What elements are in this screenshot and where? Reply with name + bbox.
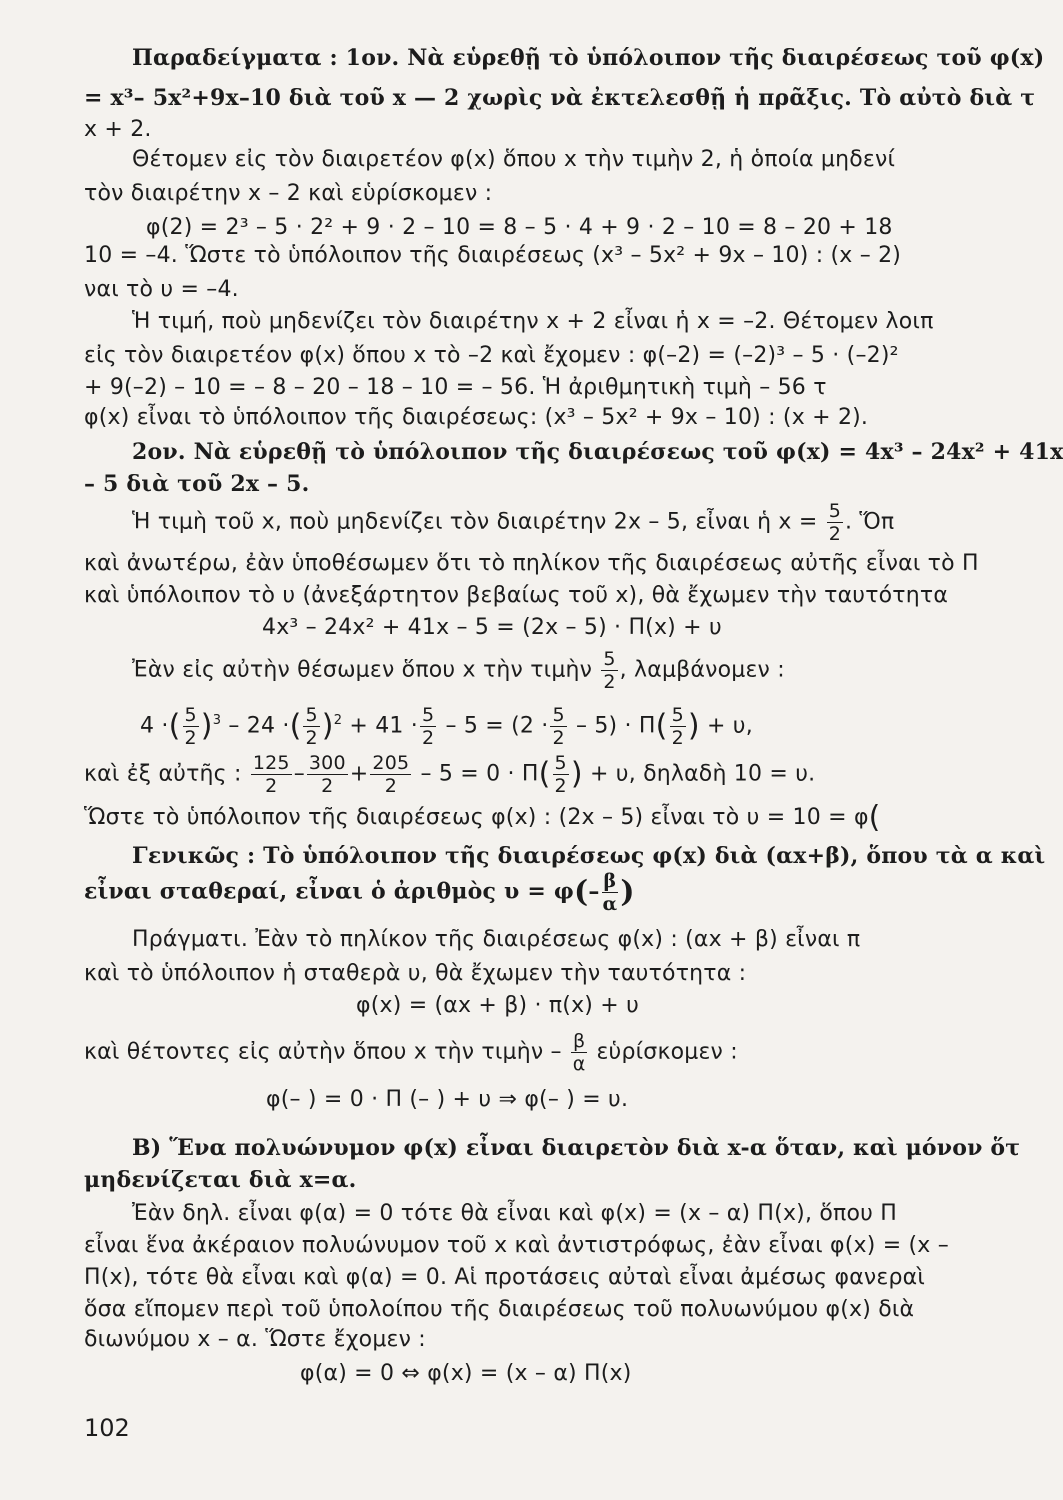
denominator: 2 xyxy=(265,775,278,797)
fraction xyxy=(183,704,199,749)
numerator: 205 xyxy=(372,752,410,774)
example2-line1-end: . Ὅπ xyxy=(844,509,895,535)
example1-line2: = x³– 5x²+9x–10 διὰ τοῦ x — 2 χωρὶς νὰ ἐκτελεσθῇ ἡ πρᾶξις. Τὸ αὐτὸ διὰ τ xyxy=(84,85,1036,111)
fraction xyxy=(370,752,411,797)
denominator: 2 xyxy=(184,727,197,749)
fraction xyxy=(602,870,619,915)
fraction xyxy=(571,1030,587,1075)
general-heading-line2: εἶναι σταθεραί, εἶναι ὁ ἀριθμὸς υ = φ(– $\frac{\beta}{\alpha}$ ) xyxy=(84,870,635,915)
denominator: 2 xyxy=(321,775,334,797)
general-heading: Γενικῶς : Τὸ ὑπόλοιπον τῆς διαιρέσεως φ(x) διὰ (αx+β), ὅπου τὰ α καὶ xyxy=(132,843,1046,869)
denominator: 2 xyxy=(384,775,397,797)
part-b-line5: διωνύμου x – α. Ὥστε ἔχομεν : xyxy=(84,1327,426,1352)
denominator: 2 xyxy=(305,727,318,749)
example2-line5 xyxy=(132,648,785,693)
page-number: 102 xyxy=(84,1414,130,1442)
eq-part: + υ, δηλαδὴ 10 = υ. xyxy=(589,761,816,787)
example1-line7: 10 = –4. Ὥστε τὸ ὑπόλοιπον τῆς διαιρέσεως (x³ – 5x² + 9x – 10) : (x – 2) xyxy=(84,243,902,268)
example2-line2: καὶ ἀνωτέρω, ἐὰν ὑποθέσωμεν ὅτι τὸ πηλίκον τῆς διαιρέσεως αὐτῆς εἶναι τὸ Π xyxy=(84,551,979,576)
general-line1: Πράγματι. Ἐὰν τὸ πηλίκον τῆς διαιρέσεως φ(x) : (αx + β) εἶναι π xyxy=(132,927,861,952)
example1-line9: Ἡ τιμή, ποὺ μηδενίζει τὸν διαιρέτην x + 2 εἶναι ἡ x = –2. Θέτομεν λοιπ xyxy=(132,309,934,334)
example2-heading: 2ον. Νὰ εὑρεθῇ τὸ ὑπόλοιπον τῆς διαιρέσεως τοῦ φ(x) = 4x³ – 24x² + 41x xyxy=(132,439,1063,465)
numerator: 5 xyxy=(305,704,318,726)
eq-part: 4 · xyxy=(140,713,169,739)
part-b-heading-line2: μηδενίζεται διὰ x=α. xyxy=(84,1167,357,1193)
part-b-line3: Π(x), τότε θὰ εἶναι καὶ φ(α) = 0. Αἱ προτάσεις αὐταὶ εἶναι ἀμέσως φανεραὶ xyxy=(84,1265,925,1290)
general-line4 xyxy=(84,1030,738,1075)
eq-part: Ὥστε τὸ ὑπόλοιπον τῆς διαιρέσεως φ(x) : (2x – 5) εἶναι τὸ υ = 10 = φ xyxy=(84,805,869,830)
eq-part: – 24 · xyxy=(228,713,290,739)
denominator: 2 xyxy=(671,727,684,749)
numerator: 5 xyxy=(828,500,841,522)
part-b-heading: Β) Ἕνα πολυώνυμον φ(x) εἶναι διαιρετὸν διὰ x-α ὅταν, καὶ μόνον ὅτ xyxy=(132,1135,1021,1161)
fraction xyxy=(307,752,348,797)
numerator: 5 xyxy=(552,704,565,726)
eq-part: – 5 = (2 · xyxy=(445,713,549,739)
eq-part: – 5) · Π xyxy=(575,713,656,739)
denominator: 2 xyxy=(554,775,567,797)
general-result: φ(– ) = 0 · Π (– ) + υ ⇒ φ(– ) = υ. xyxy=(266,1087,629,1112)
numerator: 5 xyxy=(184,704,197,726)
example2-identity: 4x³ – 24x² + 41x – 5 = (2x – 5) · Π(x) + υ xyxy=(262,615,722,640)
part-b-line4: ὅσα εἴπομεν περὶ τοῦ ὑπολοίπου τῆς διαιρέσεως τοῦ πολυωνύμου φ(x) διὰ xyxy=(84,1297,915,1322)
fraction xyxy=(553,752,569,797)
example1-line6: φ(2) = 2³ – 5 · 2² + 9 · 2 – 10 = 8 – 5 · 4 + 9 · 2 – 10 = 8 – 20 + 18 xyxy=(146,215,893,240)
part-b-line2: εἶναι ἕνα ἀκέραιον πολυώνυμον τοῦ x καὶ ἀντιστρόφως, ἐὰν εἶναι φ(x) = (x – xyxy=(84,1233,949,1258)
part-b-final-equivalence: φ(α) = 0 ⇔ φ(x) = (x – α) Π(x) xyxy=(300,1361,632,1386)
denominator: α xyxy=(602,893,618,915)
general-identity: φ(x) = (αx + β) · π(x) + υ xyxy=(356,993,640,1018)
fraction xyxy=(670,704,686,749)
example2-result-line: καὶ ἐξ αὐτῆς : $\frac{125}{2}$ – $\frac{300}{2}$ + $\frac{205}{2}$ – 5 = 0 · Π( $\frac{5}{2}$ ) + υ, δηλαδὴ 10 = υ. xyxy=(84,752,816,797)
denominator: 2 xyxy=(603,671,616,693)
numerator: 5 xyxy=(671,704,684,726)
example2-line1 xyxy=(132,500,894,545)
example1-line5: τὸν διαιρέτην x – 2 καὶ εὑρίσκομεν : xyxy=(84,181,493,206)
fraction xyxy=(827,500,843,545)
denominator: 2 xyxy=(421,727,435,749)
example2-conclusion: Ὥστε τὸ ὑπόλοιπον τῆς διαιρέσεως φ(x) : (2x – 5) εἶναι τὸ υ = 10 = φ( xyxy=(84,800,881,835)
numerator: 300 xyxy=(308,752,346,774)
numerator: 5 xyxy=(421,704,435,726)
eq-part: + 41 · xyxy=(349,713,418,739)
example2-line5-text: Ἐὰν εἰς αὐτὴν θέσωμεν ὅπου x τὴν τιμὴν xyxy=(132,657,593,683)
example2-heading-line2: – 5 διὰ τοῦ 2x – 5. xyxy=(84,471,310,497)
eq-part: – 5 = 0 · Π xyxy=(420,761,539,787)
denominator: 2 xyxy=(552,727,565,749)
example1-line8: ναι τὸ υ = –4. xyxy=(84,277,239,302)
example1-line4: Θέτομεν εἰς τὸν διαιρετέον φ(x) ὅπου x τὴν τιμὴν 2, ἡ ὁποία μηδενί xyxy=(132,147,896,172)
example2-line1-text: Ἡ τιμὴ τοῦ x, ποὺ μηδενίζει τὸν διαιρέτην 2x – 5, εἶναι ἡ x = xyxy=(132,509,818,535)
fraction xyxy=(550,704,566,749)
fraction xyxy=(251,752,292,797)
eq-part: καὶ θέτοντες εἰς αὐτὴν ὅπου x τὴν τιμὴν – xyxy=(84,1039,562,1065)
numerator: β xyxy=(603,870,617,892)
example1-line11: + 9(–2) – 10 = – 8 – 20 – 18 – 10 = – 56. Ἡ ἀριθμητικὴ τιμὴ – 56 τ xyxy=(84,375,827,400)
numerator: 5 xyxy=(554,752,567,774)
example1-line3: x + 2. xyxy=(84,117,152,142)
eq-part: εὑρίσκομεν : xyxy=(596,1039,738,1065)
substitution-equation: 4 ·( $\frac{5}{2}$ )$^3$ – 24 ·( $\frac{5}{2}$ )$^2$ + 41 · $\frac{5}{2}$ – 5 = (2 · $\frac{5}{2}$ – 5) · Π( $\frac{5}{2}$ ) + υ, xyxy=(140,704,753,749)
eq-part: εἶναι σταθεραί, εἶναι ὁ ἀριθμὸς υ = φ xyxy=(84,878,574,905)
fraction xyxy=(303,704,319,749)
fraction xyxy=(420,704,436,749)
eq-part: καὶ ἐξ αὐτῆς : xyxy=(84,761,242,787)
example1-line10: εἰς τὸν διαιρετέον φ(x) ὅπου x τὸ –2 καὶ ἔχομεν : φ(–2) = (–2)³ – 5 · (–2)² xyxy=(84,343,899,368)
example1-line12: φ(x) εἶναι τὸ ὑπόλοιπον τῆς διαιρέσεως: (x³ – 5x² + 9x – 10) : (x + 2). xyxy=(84,405,869,430)
numerator: 125 xyxy=(252,752,290,774)
example2-line5-end: , λαμβάνομεν : xyxy=(619,657,785,683)
denominator: 2 xyxy=(828,523,841,545)
numerator: β xyxy=(572,1030,586,1052)
example2-line3: καὶ ὑπόλοιπον τὸ υ (ἀνεξάρτητον βεβαίως τοῦ x), θὰ ἔχωμεν τὴν ταυτότητα xyxy=(84,583,949,608)
numerator: 5 xyxy=(603,648,616,670)
part-b-line1: Ἐὰν δηλ. εἶναι φ(α) = 0 τότε θὰ εἶναι καὶ φ(x) = (x – α) Π(x), ὅπου Π xyxy=(132,1201,897,1226)
fraction xyxy=(601,648,617,693)
eq-part: + υ, xyxy=(706,713,753,739)
denominator: α xyxy=(572,1053,586,1075)
general-line2: καὶ τὸ ὑπόλοιπον ἡ σταθερὰ υ, θὰ ἔχωμεν τὴν ταυτότητα : xyxy=(84,961,747,986)
examples-heading: Παραδείγματα : 1ον. Νὰ εὑρεθῇ τὸ ὑπόλοιπον τῆς διαιρέσεως τοῦ φ(x) xyxy=(132,45,1045,71)
